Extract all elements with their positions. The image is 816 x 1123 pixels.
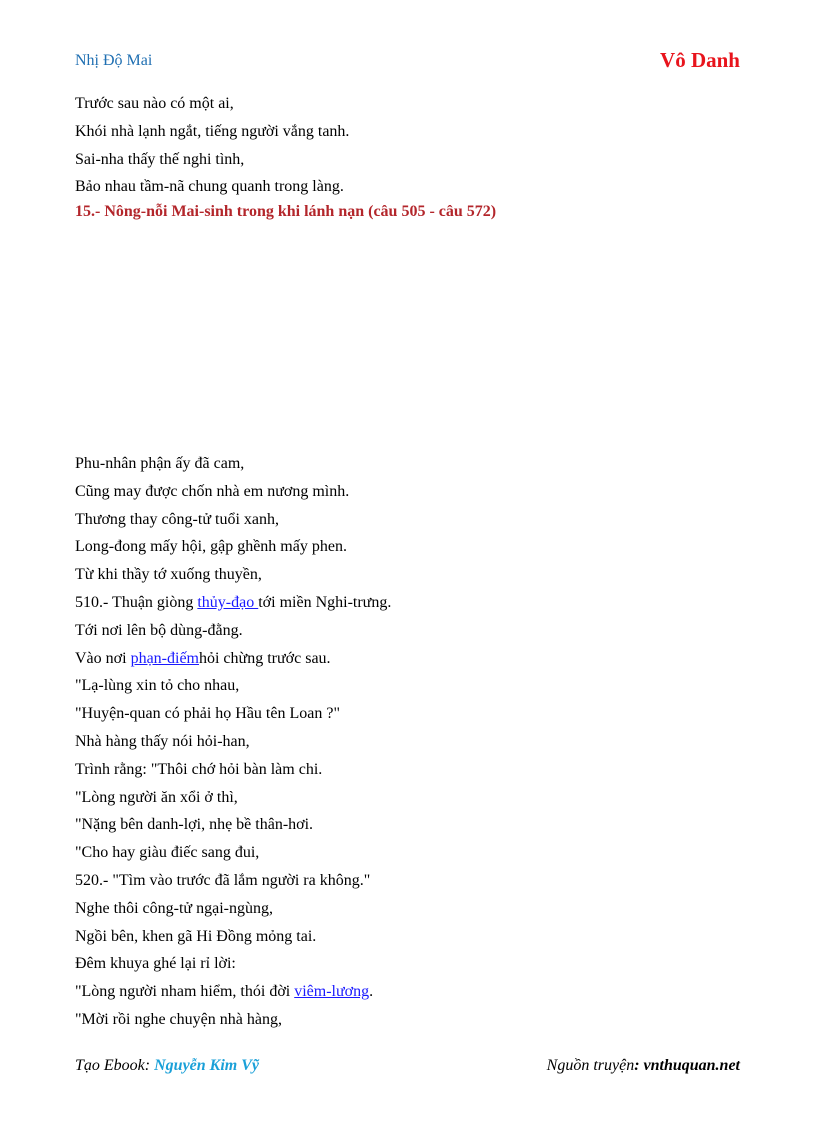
gloss-link[interactable]: viêm-lương — [294, 983, 370, 1001]
footer-source — [547, 1057, 740, 1075]
verse-line: "Nặng bên danh-lợi, nhẹ bề thân-hơi. — [75, 816, 314, 834]
book-author: Vô Danh — [660, 48, 740, 72]
footer-credit — [75, 1057, 259, 1075]
verse-line: 520.- "Tìm vào trước đã lắm người ra không." — [75, 871, 371, 889]
verse-block-top — [75, 90, 349, 201]
verse-line — [75, 978, 391, 1006]
verse-line: Khói nhà lạnh ngắt, tiếng người vắng tanh. — [75, 122, 350, 140]
verse-block-main — [75, 450, 391, 1034]
verse-line: "Lạ-lùng xin tỏ cho nhau, — [75, 677, 240, 695]
verse-line: Sai-nha thấy thế nghi tình, — [75, 150, 245, 168]
verse-line: "Lòng người ăn xổi ở thì, — [75, 788, 238, 806]
verse-line: Trình rằng: "Thôi chớ hỏi bàn làm chi. — [75, 760, 323, 778]
verse-text: . — [369, 983, 374, 1001]
footer-source-label: Nguồn truyện — [546, 1057, 635, 1074]
verse-line: Long-đong mấy hội, gập ghềnh mấy phen. — [75, 538, 347, 556]
verse-text: Vào nơi — [75, 649, 131, 667]
section-heading: 15.- Nông-nỗi Mai-sinh trong khi lánh nạn (câu 505 - câu 572) — [75, 203, 497, 220]
verse-line — [75, 589, 391, 617]
gloss-link[interactable]: thủy-đạo — [197, 593, 259, 611]
verse-line: Ngồi bên, khen gã Hi Đồng mỏng tai. — [75, 927, 317, 945]
verse-line: Đêm khuya ghé lại rỉ lời: — [75, 955, 236, 973]
gloss-link[interactable]: phạn-điếm — [130, 649, 199, 667]
verse-line: "Mời rồi nghe chuyện nhà hàng, — [75, 1010, 282, 1028]
verse-line — [75, 645, 391, 673]
book-title: Nhị Độ Mai — [75, 52, 153, 69]
verse-line: Thương thay công-tử tuổi xanh, — [75, 510, 279, 528]
verse-line: "Huyện-quan có phải họ Hầu tên Loan ?" — [75, 705, 340, 723]
verse-text: hỏi chừng trước sau. — [198, 649, 331, 667]
verse-line: Nhà hàng thấy nói hỏi-han, — [75, 732, 250, 750]
verse-line: Bảo nhau tầm-nã chung quanh trong làng. — [75, 178, 344, 196]
verse-line: Từ khi thầy tớ xuống thuyền, — [75, 566, 262, 584]
footer-source-site: vnthuquan.net — [643, 1057, 740, 1074]
verse-line: "Cho hay giàu điếc sang đui, — [75, 844, 260, 862]
verse-text: "Lòng người nham hiểm, thói đời — [75, 983, 295, 1001]
footer-credit-separator: : — [144, 1057, 155, 1074]
verse-line: Tới nơi lên bộ dùng-đằng. — [75, 621, 243, 639]
verse-text: tới miền Nghi-trưng. — [258, 593, 392, 611]
verse-text: 510.- Thuận giòng — [75, 593, 198, 611]
footer-source-separator: : — [634, 1057, 644, 1074]
verse-line: Cũng may được chốn nhà em nương mình. — [75, 482, 350, 500]
footer-credit-name: Nguyễn Kim Vỹ — [154, 1057, 259, 1074]
verse-line: Nghe thôi công-tử ngại-ngùng, — [75, 899, 273, 917]
verse-line: Trước sau nào có một ai, — [75, 95, 234, 112]
verse-line: Phu-nhân phận ấy đã cam, — [75, 455, 245, 472]
footer-credit-label: Tạo Ebook — [75, 1057, 145, 1074]
